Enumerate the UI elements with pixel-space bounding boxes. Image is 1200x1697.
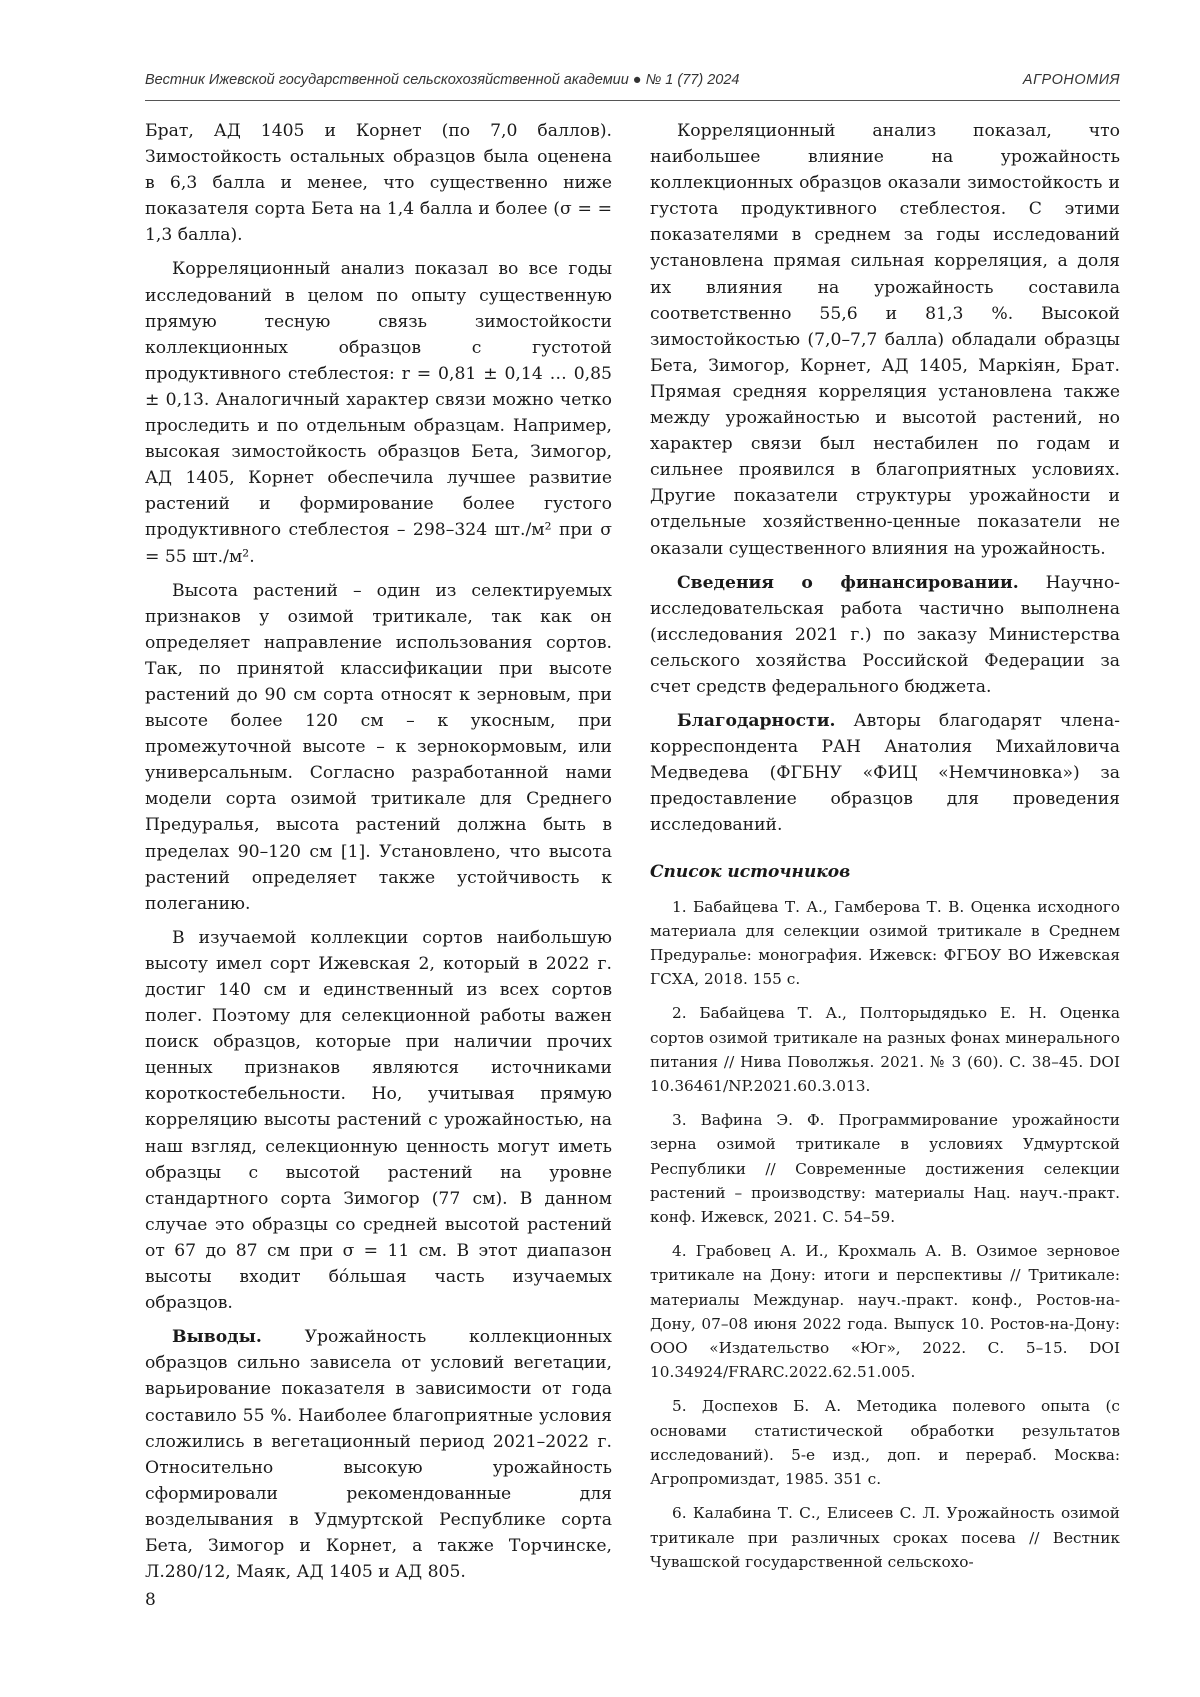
paragraph: Брат, АД 1405 и Корнет (по 7,0 баллов). Зимостойкость остальных образцов была оценена в 6,3 балла и менее, что существенно ниже показателя сорта Бета на 1,4 балла и более (σ = = 1,3 балла). xyxy=(145,121,612,246)
reference-item: 3. Вафина Э. Ф. Программирование урожайности зерна озимой тритикале в условиях Удмуртской Республики // Современные достижения селекции растений – производству: материалы Нац. науч.-практ. конф. Ижевск, 2021. С. 54–59. xyxy=(650,1111,1120,1227)
reference-item: 2. Бабайцева Т. А., Полторыдядько Е. Н. Оценка сортов озимой тритикале на разных фонах минерального питания // Нива Поволжья. 2021. № 3 (60). С. 38–45. DOI 10.36461/NP.2021.60.3.013. xyxy=(650,1004,1120,1096)
journal-title: Вестник Ижевской государственной сельскохозяйственной академии ● № 1 (77) 2024 xyxy=(145,72,740,88)
references-title: Список источников xyxy=(650,861,851,882)
reference-item: 4. Грабовец А. И., Крохмаль А. В. Озимое зерновое тритикале на Дону: итоги и перспективы // Тритикале: материалы Междунар. науч.-практ. конф., Ростов-на-Дону, 07–08 июня 2022 года. Выпуск 10. Ростов-на-Дону: ООО «Издательство «Юг», 2022. С. 5–15. DOI 10.34924/FRARC.2022.62.51.005. xyxy=(650,1242,1120,1382)
paragraph: Корреляционный анализ показал, что наибольшее влияние на урожайность коллекционных образцов оказали зимостойкость и густота продуктивного стеблестоя. С этими показателями в среднем за годы исследований установлена прямая сильная корреляция, а доля их влияния на урожайность составила соответственно 55,6 и 81,3 %. Высокой зимостойкостью (7,0–7,7 балла) обладали образцы Бета, Зимогор, Корнет, АД 1405, Маркіян, Брат. Прямая средняя корреляция установлена также между урожайностью и высотой растений, но характер связи был нестабилен по годам и сильнее проявился в благоприятных условиях. Другие показатели структуры урожайности и отдельные хозяйственно-ценные показатели не оказали существенного влияния на урожайность. xyxy=(650,121,1120,559)
paragraph: В изучаемой коллекции сортов наибольшую высоту имел сорт Ижевская 2, который в 2022 г. достиг 140 см и единственный из всех сортов полег. Поэтому для селекционной работы важен поиск образцов, которые при наличии прочих ценных признаков являются источниками короткостебельности. Но, учитывая прямую корреляцию высоты растений с урожайностью, на наш взгляд, селекционную ценность могут иметь образцы с высотой растений на уровне стандартного сорта Зимогор (77 см). В данном случае это образцы со средней высотой растений от 67 до 87 см при σ = 11 см. В этот диапазон высоты входит бóльшая часть изучаемых образцов. xyxy=(145,927,612,1314)
funding-paragraph xyxy=(650,570,1120,700)
section-name: АГРОНОМИЯ xyxy=(1022,72,1120,88)
conclusions-paragraph xyxy=(145,1324,612,1585)
funding-text: Научно-исследовательская работа частично выполнена (исследования 2021 г.) по заказу Министерства сельского хозяйства Российской Федерации за счет средств федерального бюджета. xyxy=(650,572,1120,697)
paragraph: Корреляционный анализ показал во все годы исследований в целом по опыту существенную прямую тесную связь зимостойкости коллекционных образцов с густотой продуктивного стеблестоя: r = 0,81 ± 0,14 … 0,85 ± 0,13. Аналогичный характер связи можно четко проследить и по отдельным образцам. Например, высокая зимостойкость образцов Бета, Зимогор, АД 1405, Корнет обеспечила лучшее развитие растений и формирование более густого продуктивного стеблестоя – 298–324 шт./м² при σ = 55 шт./м². xyxy=(145,259,612,567)
reference-item: 6. Калабина Т. С., Елисеев С. Л. Урожайность озимой тритикале при различных сроках посева // Вестник Чувашской государственной сельскохо- xyxy=(650,1504,1120,1571)
reference-item: 1. Бабайцева Т. А., Гамберова Т. В. Оценка исходного материала для селекции озимой тритикале в Среднем Предуралье: монография. Ижевск: ФГБОУ ВО Ижевская ГСХА, 2018. 155 с. xyxy=(650,897,1120,989)
funding-label: Сведения о финансировании. xyxy=(677,572,1019,593)
conclusions-label: Выводы. xyxy=(172,1327,262,1348)
thanks-text: Авторы благодарят члена-корреспондента РАН Анатолия Михайловича Медведева (ФГБНУ «ФИЦ «Немчиновка») за предоставление образцов для проведения исследований. xyxy=(650,711,1120,836)
right-column xyxy=(650,118,1120,1584)
running-header xyxy=(145,70,1120,101)
page-number: 8 xyxy=(145,1590,156,1610)
reference-item: 5. Доспехов Б. А. Методика полевого опыта (с основами статистической обработки результатов исследований). 5-е изд., доп. и перераб. Москва: Агропромиздат, 1985. 351 с. xyxy=(650,1397,1120,1489)
paragraph: Высота растений – один из селектируемых признаков у озимой тритикале, так как он определяет направление использования сортов. Так, по принятой классификации при высоте растений до 90 см сорта относят к зерновым, при высоте более 120 см – к укосным, при промежуточной высоте – к зернокормовым, или универсальным. Согласно разработанной нами модели сорта озимой тритикале для Среднего Предуралья, высота растений должна быть в пределах 90–120 см [1]. Установлено, что высота растений определяет также устойчивость к полеганию. xyxy=(145,580,612,914)
references-list xyxy=(650,895,1120,1574)
conclusions-text: Урожайность коллекционных образцов сильно зависела от условий вегетации, варьирование показателя в зависимости от года составило 55 %. Наиболее благоприятные условия сложились в вегетационный период 2021–2022 г. Относительно высокую урожайность сформировали рекомендованные для возделывания в Удмуртской Республике сорта Бета, Зимогор и Корнет, а также Торчинске, Л.280/12, Маяк, АД 1405 и АД 805. xyxy=(145,1327,612,1583)
thanks-label: Благодарности. xyxy=(677,711,836,732)
thanks-paragraph xyxy=(650,708,1120,838)
left-column xyxy=(145,118,612,1593)
